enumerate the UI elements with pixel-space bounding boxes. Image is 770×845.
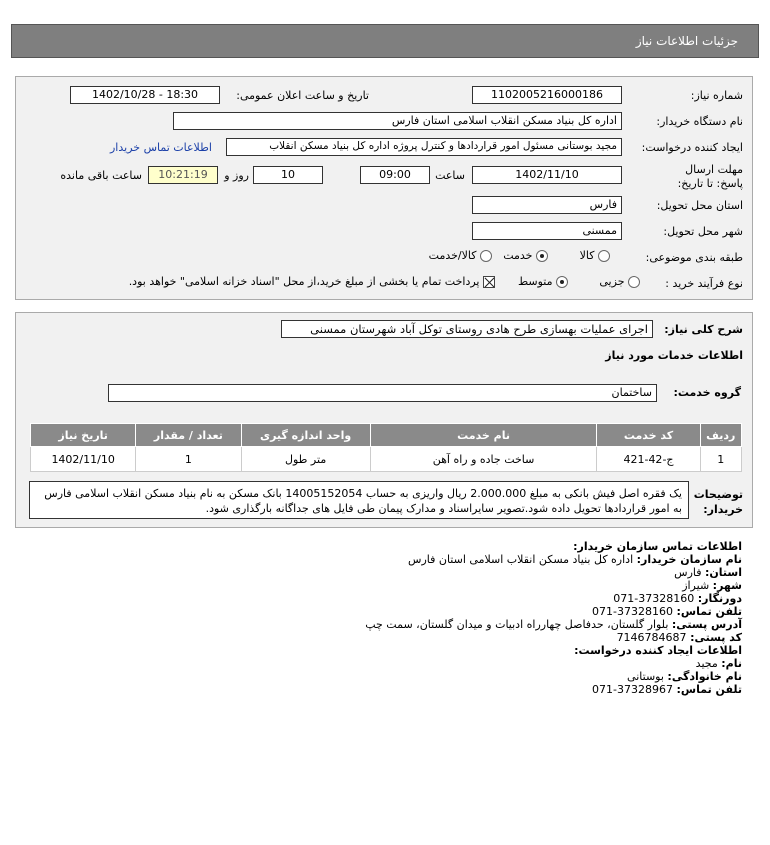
hour-label: ساعت (435, 169, 465, 182)
city-field: ممسنی (472, 222, 622, 240)
contact-creator-phone: تلفن تماس: 37328967-071 (592, 683, 742, 696)
category-option-goods-label: کالا (579, 249, 595, 262)
days-field: 10 (253, 166, 323, 184)
table-header-row (31, 424, 742, 447)
col-date: تاریخ نیاز (31, 424, 136, 447)
radio-selected-icon[interactable] (556, 276, 568, 288)
page-title: جزئیات اطلاعات نیاز (635, 34, 738, 48)
cell-date: 1402/11/10 (31, 447, 136, 472)
category-option-service[interactable] (503, 249, 548, 262)
requester-field: مجید بوستانی مسئول امور قراردادها و کنترل پروژه اداره کل بنیاد مسکن انقلاب (226, 138, 622, 156)
page-header (11, 24, 759, 58)
table-row (31, 447, 742, 472)
process-option-minor-label: جزیی (599, 275, 625, 288)
contact-last-name: نام خانوادگی: بوستانی (627, 670, 742, 683)
contact-fax: دورنگار: 37328160-071 (613, 592, 742, 605)
col-unit: واحد اندازه گیری (241, 424, 370, 447)
announce-field: 1402/10/28 - 18:30 (70, 86, 220, 104)
radio-icon[interactable] (628, 276, 640, 288)
buyer-org-field: اداره کل بنیاد مسکن انقلاب اسلامی استان فارس (173, 112, 622, 130)
announce-label: تاریخ و ساعت اعلان عمومی: (236, 89, 369, 102)
need-number-label: شماره نیاز: (690, 89, 743, 102)
buyer-org-label: نام دستگاه خریدار: (656, 115, 743, 128)
category-option-service-label: خدمت (503, 249, 533, 262)
contact-postal: کد پستی: 7146784687 (616, 631, 742, 644)
checkbox-checked-icon[interactable] (483, 276, 495, 288)
radio-selected-icon[interactable] (536, 250, 548, 262)
cell-code: ج-42-421 (597, 447, 700, 472)
col-code: کد خدمت (597, 424, 700, 447)
process-label: نوع فرآیند خرید : (665, 277, 743, 290)
remaining-label: ساعت باقی مانده (60, 169, 142, 182)
contact-city: شهر: شیراز (682, 579, 742, 592)
service-group-label: گروه خدمت: (673, 386, 741, 399)
category-option-goods[interactable] (580, 249, 610, 262)
contact-org-name: نام سازمان خریدار: اداره کل بنیاد مسکن انقلاب اسلامی استان فارس (408, 553, 742, 566)
category-option-goods-service[interactable] (429, 249, 492, 262)
deadline-date-field: 1402/11/10 (472, 166, 622, 184)
col-name: نام خدمت (370, 424, 597, 447)
cell-row: 1 (700, 447, 741, 472)
contact-org-title: اطلاعات تماس سازمان خریدار: (573, 540, 742, 553)
contact-province: استان: فارس (674, 566, 742, 579)
col-row: ردیف (700, 424, 741, 447)
payment-option[interactable] (129, 275, 495, 288)
payment-note: پرداخت تمام یا بخشی از مبلغ خرید،از محل "اسناد خزانه اسلامی" خواهد بود. (128, 275, 480, 288)
contact-phone: تلفن تماس: 37328160-071 (592, 605, 742, 618)
need-number-field: 1102005216000186 (472, 86, 622, 104)
contact-first-name: نام: مجید (695, 657, 742, 670)
deadline-hour-field: 09:00 (360, 166, 430, 184)
requester-label: ایجاد کننده درخواست: (641, 141, 743, 154)
cell-unit: متر طول (241, 447, 370, 472)
days-label: روز و (224, 169, 249, 182)
cell-name: ساخت جاده و راه آهن (370, 447, 597, 472)
contact-address: آدرس پستی: بلوار گلستان، حدفاصل چهارراه ادبیات و میدان گلستان، سمت چپ (365, 618, 742, 631)
service-group-field: ساختمان (108, 384, 657, 402)
remaining-time-field: 10:21:19 (148, 166, 218, 184)
buyer-notes-label: توضیحات خریدار: (693, 488, 743, 516)
buyer-notes-text: یک فقره اصل فیش بانکی به مبلغ 2.000.000 ریال واریزی به حساب 14005152054 بانک مسکن به نام بنیاد مسکن انقلاب اسلامی فارس به امور قراردادها تحویل داده شود.تصویر سایراسناد و مدارک پیمان طی فایل های جداگانه بارگذاری شود. (29, 481, 689, 519)
province-label: استان محل تحویل: (656, 199, 743, 212)
deadline-label: مهلت ارسال پاسخ: تا تاریخ: (677, 163, 743, 190)
radio-icon[interactable] (480, 250, 492, 262)
city-label: شهر محل تحویل: (663, 225, 743, 238)
process-option-medium-label: متوسط (517, 275, 553, 288)
buyer-contact-link[interactable]: اطلاعات تماس خریدار (110, 141, 212, 154)
summary-label: شرح کلی نیاز: (664, 323, 743, 336)
process-option-minor[interactable] (599, 275, 640, 288)
services-section-title: اطلاعات خدمات مورد نیاز (605, 349, 743, 362)
category-option-goods-service-label: کالا/خدمت (428, 249, 477, 262)
cell-qty: 1 (136, 447, 241, 472)
col-qty: تعداد / مقدار (136, 424, 241, 447)
summary-field: اجرای عملیات بهسازی طرح هادی روستای توکل آباد شهرستان ممسنی (281, 320, 653, 338)
radio-icon[interactable] (598, 250, 610, 262)
services-table (30, 423, 742, 472)
contact-creator-title: اطلاعات ایجاد کننده درخواست: (574, 644, 742, 657)
process-option-medium[interactable] (518, 275, 568, 288)
province-field: فارس (472, 196, 622, 214)
category-label: طبقه بندی موضوعی: (645, 251, 743, 264)
need-info-panel (15, 76, 753, 300)
